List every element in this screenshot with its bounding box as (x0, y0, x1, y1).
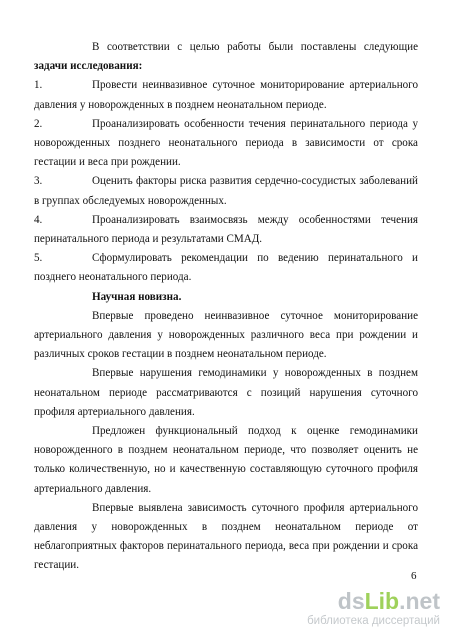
novelty-paragraph-2: Впервые нарушения гемодинамики у новорожденных в позднем неонатальном периоде рассматриваются с позиций нарушения суточного профиля артериального давления. (34, 367, 418, 418)
novelty-paragraph-3: Предложен функциональный подход к оценке гемодинамики новорожденного в позднем неонатальном периоде, что позволяет оценить не только количественную, но и качественную составляющую суточного профиля артериального давления. (34, 425, 418, 495)
novelty-paragraph-1: Впервые проведено неинвазивное суточное мониторирование артериального давления у новорожденных различного веса при рождении и различных сроков гестации в позднем неонатальном периоде. (34, 309, 418, 361)
novelty-heading: Научная новизна. (92, 290, 182, 303)
task-text: Сформулировать рекомендации по ведению перинатального и позднего неонатального периода. (34, 252, 418, 284)
logo-lib: Lib (364, 588, 400, 614)
task-text: Оценить факторы риска развития сердечно-сосудистых заболеваний в группах обследуемых новорожденных. (34, 175, 418, 207)
task-number: 2. (34, 117, 43, 130)
task-item-3 (34, 172, 418, 210)
task-text: Проанализировать особенности течения перинатального периода у новорожденных позднего неонатального периода в зависимости от срока гестации и веса при рождении. (34, 117, 418, 169)
task-text: Провести неинвазивное суточное мониторирование артериального давления у новорожденных в позднем неонатальном периоде. (34, 79, 418, 111)
task-item-1 (34, 76, 418, 114)
logo-net: .net (399, 588, 440, 614)
page-number: 6 (411, 570, 417, 582)
task-number: 1. (34, 79, 43, 92)
dslib-watermark (300, 588, 446, 632)
task-number: 4. (34, 213, 43, 226)
intro-bold: задачи исследования: (34, 60, 143, 73)
task-item-2 (34, 115, 418, 173)
watermark-subtitle: библиотека диссертаций (307, 615, 440, 627)
watermark-logo (338, 588, 440, 615)
intro-paragraph (34, 38, 418, 76)
task-item-4 (34, 211, 418, 249)
document-body (34, 38, 418, 576)
intro-text: В соответствии с целью работы были поставлены следующие (92, 41, 418, 53)
task-number: 5. (34, 252, 43, 265)
novelty-paragraph-4: Впервые выявлена зависимость суточного профиля артериального давления у новорожденных в позднем неонатальном периоде от неблагоприятных факторов перинатального периода, веса при рождении и срока гестации. (34, 501, 418, 572)
task-item-5 (34, 249, 418, 287)
task-number: 3. (34, 175, 43, 188)
task-text: Проанализировать взаимосвязь между особенностями течения перинатального периода и результатами СМАД. (34, 213, 418, 246)
logo-ds: ds (337, 588, 365, 614)
